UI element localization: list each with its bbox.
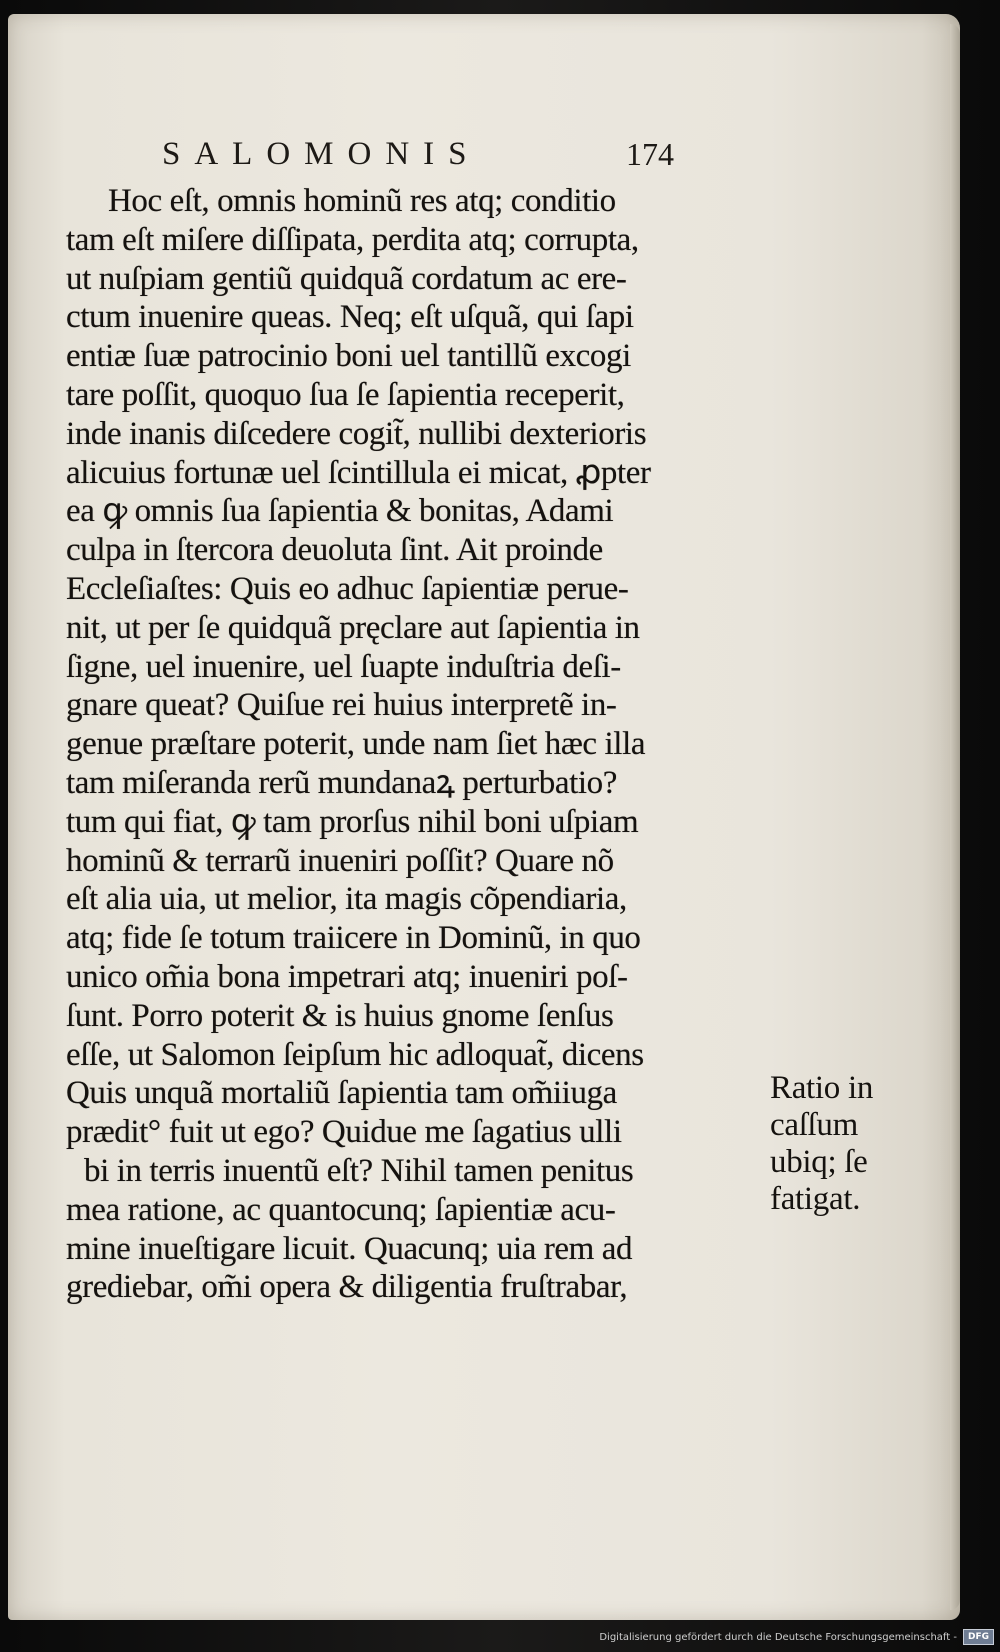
- text-line: tam eſt miſere diſſipata, perdita atq; corrupta,: [66, 221, 639, 258]
- marginal-note-line: caſſum: [770, 1107, 858, 1143]
- page-number: 174: [626, 136, 674, 172]
- footer-credit: Digitalisierung gefördert durch die Deutsche Forschungsgemeinschaft -: [599, 1631, 957, 1643]
- text-line: tare poſſit, quoquo ſua ſe ſapientia receperit,: [66, 376, 625, 413]
- text-line: grediebar, om̃i opera & diligentia fruſtrabar,: [66, 1269, 628, 1306]
- text-line: inde inanis diſcedere cogit̃, nullibi dexterioris: [66, 415, 647, 452]
- body-text: [66, 182, 760, 1307]
- text-line: hominũ & terrarũ inueniri poſſit? Quare nõ: [66, 842, 614, 879]
- text-line: ut nuſpiam gentiũ quidquã cordatum ac ere-: [66, 260, 627, 297]
- text-line: entiæ ſuæ patrocinio boni uel tantillũ excogi: [66, 338, 631, 375]
- digitization-footer: [599, 1624, 994, 1650]
- text-line: eſt alia uia, ut melior, ita magis cõpendiaria,: [66, 881, 627, 918]
- text-line: unico om̃ia bona impetrari atq; inueniri poſ-: [66, 958, 628, 995]
- text-line: alicuius fortunæ uel ſcintillula ei micat, ꝓpter: [66, 454, 651, 491]
- text-line: ſunt. Porro poterit & is huius gnome ſenſus: [66, 997, 614, 1034]
- marginal-note-line: fatigat.: [770, 1181, 861, 1217]
- text-line: mine inueſtigare licuit. Quacunq; uia rem ad: [66, 1230, 633, 1267]
- text-line: eſſe, ut Salomon ſeipſum hic adloquat̃, dicens: [66, 1036, 644, 1073]
- text-line: genue præſtare poterit, unde nam ſiet hæc illa: [66, 726, 646, 763]
- text-line: bi in terris inuentũ eſt? Nihil tamen penitus: [84, 1152, 634, 1189]
- page-edge: [950, 24, 960, 1610]
- text-line: mea ratione, ac quantocunq; ſapientiæ acu-: [66, 1191, 616, 1228]
- text-line: prædit° fuit ut ego? Quidue me ſagatius ulli: [66, 1114, 622, 1151]
- text-line: nit, ut per ſe quidquã pręclare aut ſapientia in: [66, 609, 640, 646]
- text-line: Hoc eſt, omnis hominũ res atq; conditio: [108, 183, 616, 219]
- text-line: ea ꝙ omnis ſua ſapientia & bonitas, Adami: [66, 493, 614, 530]
- marginal-note-line: Ratio in: [770, 1070, 874, 1106]
- text-line: tum qui fiat, ꝙ tam prorſus nihil boni uſpiam: [66, 803, 639, 840]
- marginal-note-line: ubiq; ſe: [770, 1144, 868, 1180]
- text-line: ſigne, uel inuenire, uel ſuapte induſtria deſi-: [66, 648, 621, 685]
- text-line: gnare queat? Quiſue rei huius interpretẽ in-: [66, 687, 617, 724]
- text-line: tam miſeranda rerũ mundanaꝝ perturbatio?: [66, 764, 618, 801]
- text-line: culpa in ſtercora deuoluta ſint. Ait proinde: [66, 532, 603, 569]
- text-line: Quis unquã mortaliũ ſapientia tam om̃iiuga: [66, 1075, 617, 1112]
- text-line: atq; fide ſe totum traiicere in Dominũ, in quo: [66, 920, 641, 957]
- running-title: SALOMONIS: [162, 136, 481, 172]
- book-page: [8, 14, 960, 1620]
- marginal-note: [770, 1070, 920, 1218]
- text-line: ctum inuenire queas. Neq; eſt uſquã, qui ſapi: [66, 299, 634, 336]
- dfg-logo: DFG: [963, 1629, 994, 1645]
- running-head: [162, 136, 674, 176]
- text-line: Eccleſiaſtes: Quis eo adhuc ſapientiæ perue-: [66, 570, 629, 607]
